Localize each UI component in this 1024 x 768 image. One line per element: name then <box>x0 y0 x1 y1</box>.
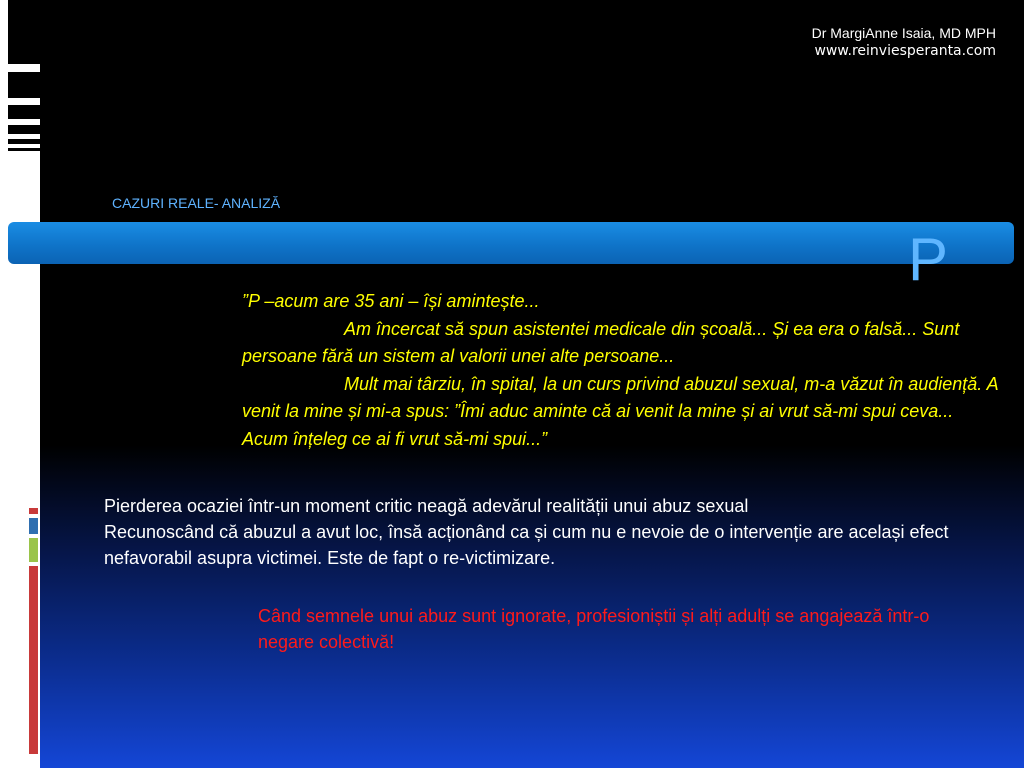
body-line-2: Recunoscând că abuzul a avut loc, însă acționând ca și cum nu e nevoie de o intervenție are același efect nefavorabil asupra victimei. Este de fapt o re-victimizare. <box>104 522 949 568</box>
title-bar <box>8 222 1014 264</box>
slide-title: P <box>908 226 949 293</box>
quote-paragraph-1: Am încercat să spun asistentei medicale din școală... Și ea era o falsă... Sunt persoane fără un sistem al valorii unei alte persoane... <box>242 318 960 366</box>
author-website: www.reinviesperanta.com <box>814 43 996 59</box>
quote-block <box>242 288 1000 453</box>
warning-text: Când semnele unui abuz sunt ignorate, profesioniștii și alți adulți se angajează într-o negare colectivă! <box>258 606 930 652</box>
author-name: Dr MargiAnne Isaia, MD MPH <box>811 25 996 41</box>
author-block <box>812 24 996 60</box>
section-label: CAZURI REALE- ANALIZĂ <box>112 195 281 211</box>
body-line-1: Pierderea ocaziei într-un moment critic neagă adevărul realității unui abuz sexual <box>104 496 749 516</box>
body-text <box>104 493 954 571</box>
quote-opening: ”P –acum are 35 ani – își amintește... <box>242 291 540 311</box>
quote-paragraph-2: Mult mai târziu, în spital, la un curs privind abuzul sexual, m-a văzut în audiență. A venit la mine și mi-a spus: ”Îmi aduc aminte că ai venit la mine și ai vrut să-mi spui ceva... Acum înțeleg ce ai fi vrut să-mi spui...” <box>242 373 998 449</box>
